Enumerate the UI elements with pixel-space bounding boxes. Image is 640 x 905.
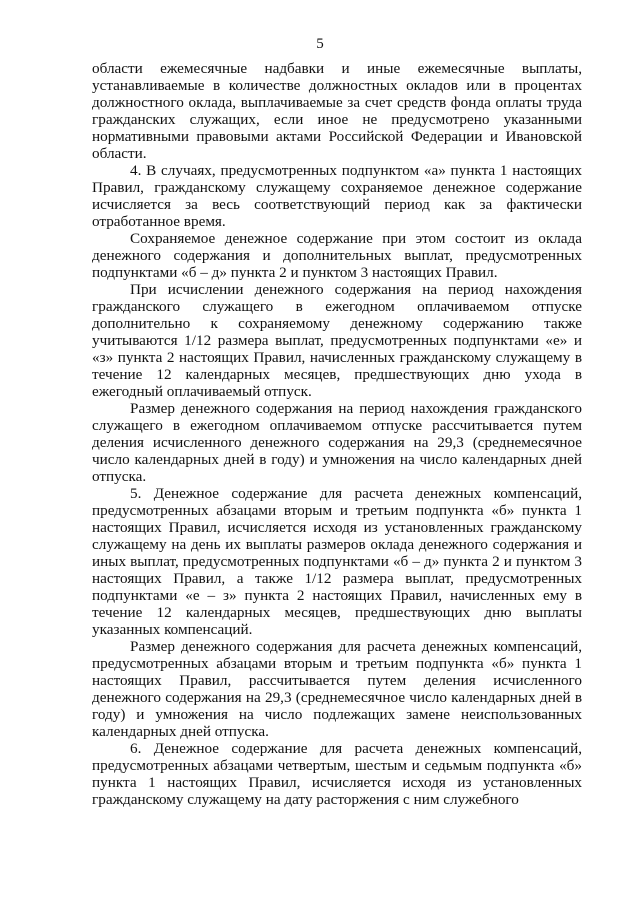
page-number: 5 bbox=[316, 36, 324, 52]
paragraph-clause-6: 6. Денежное содержание для расчета денежных компенсаций, предусмотренных абзацами четвертым, шестым и седьмым подпункта «б» пункта 1 настоящих Правил, исчисляется исходя из установленных гражданскому служащему на дату расторжения с ним служебного bbox=[92, 740, 582, 808]
paragraph: Размер денежного содержания на период нахождения гражданского служащего в ежегодном оплачиваемом отпуске рассчитывается путем деления исчисленного денежного содержания на 29,3 (среднемесячное число календарных дней в году) и умножения на число календарных дней отпуска. bbox=[92, 400, 582, 485]
document-body bbox=[92, 60, 582, 808]
paragraph-clause-4: 4. В случаях, предусмотренных подпунктом «а» пункта 1 настоящих Правил, гражданскому служащему сохраняемое денежное содержание исчисляется за весь соответствующий период как за фактически отработанное время. bbox=[92, 162, 582, 230]
paragraph: Сохраняемое денежное содержание при этом состоит из оклада денежного содержания и дополнительных выплат, предусмотренных подпунктами «б – д» пункта 2 и пунктом 3 настоящих Правил. bbox=[92, 230, 582, 281]
paragraph-continuation: области ежемесячные надбавки и иные ежемесячные выплаты, устанавливаемые в количестве должностных окладов или в процентах должностного оклада, выплачиваемые за счет средств фонда оплаты труда гражданских служащих, если иное не предусмотрено указанными нормативными правовыми актами Российской Федерации и Ивановской области. bbox=[92, 60, 582, 162]
paragraph: Размер денежного содержания для расчета денежных компенсаций, предусмотренных абзацами вторым и третьим подпункта «б» пункта 1 настоящих Правил, рассчитывается путем деления исчисленного денежного содержания на 29,3 (среднемесячное число календарных дней в году) и умножения на число подлежащих замене неиспользованных календарных дней отпуска. bbox=[92, 638, 582, 740]
paragraph-clause-5: 5. Денежное содержание для расчета денежных компенсаций, предусмотренных абзацами вторым и третьим подпункта «б» пункта 1 настоящих Правил, исчисляется исходя из установленных гражданскому служащему на день их выплаты размеров оклада денежного содержания и иных выплат, предусмотренных подпунктами «б – д» пункта 2 и пунктом 3 настоящих Правил, а также 1/12 размера выплат, предусмотренных подпунктами «е – з» пункта 2 настоящих Правил, начисленных ему в течение 12 календарных месяцев, предшествующих дню выплаты указанных компенсаций. bbox=[92, 485, 582, 638]
paragraph: При исчислении денежного содержания на период нахождения гражданского служащего в ежегодном оплачиваемом отпуске дополнительно к сохраняемому денежному содержанию также учитываются 1/12 размера выплат, предусмотренных подпунктами «е» и «з» пункта 2 настоящих Правил, начисленных гражданскому служащему в течение 12 календарных месяцев, предшествующих дню ухода в ежегодный оплачиваемый отпуск. bbox=[92, 281, 582, 400]
